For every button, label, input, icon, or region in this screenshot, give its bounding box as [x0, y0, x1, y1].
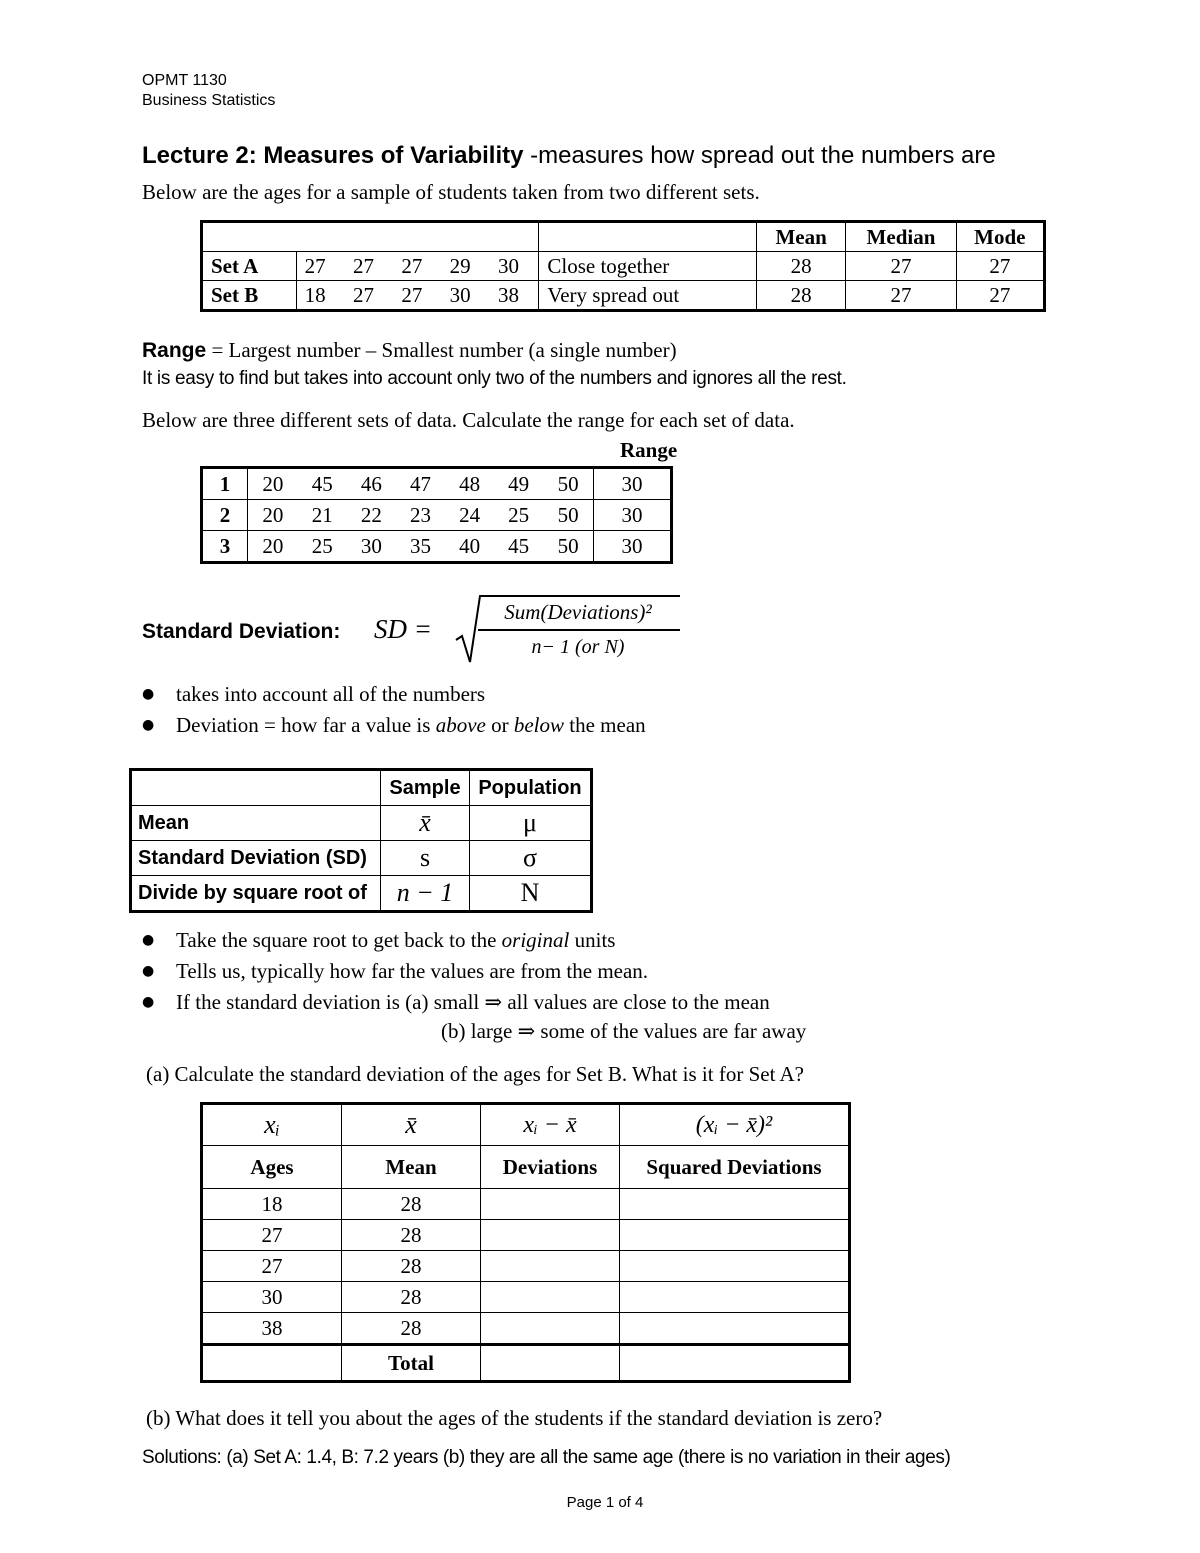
sets-header-desc-blank	[539, 222, 757, 252]
sym-squared-deviation: (xᵢ − x̄)²	[620, 1104, 850, 1146]
set-value: 18	[296, 281, 345, 311]
range-value: 50	[543, 531, 593, 563]
table-row	[202, 531, 672, 563]
sd-lhs: SD =	[374, 614, 432, 644]
range-note: It is easy to find but takes into account only two of the numbers and ignores all the rest.	[142, 368, 847, 389]
range-value: 46	[347, 468, 396, 500]
table-row	[202, 500, 672, 531]
range-result: 30	[594, 531, 672, 563]
total-squared	[620, 1345, 850, 1382]
table-row	[131, 806, 592, 841]
range-value: 40	[445, 531, 494, 563]
range-term: Range	[142, 339, 207, 362]
list-item: ● If the standard deviation is (a) small ⇒ all values are close to the mean	[142, 987, 770, 1018]
sym-row-label: Divide by square root of	[131, 876, 381, 912]
sample-sd-symbol: s	[381, 841, 470, 876]
range-result: 30	[594, 468, 672, 500]
set-mode: 27	[956, 281, 1044, 311]
age-cell: 30	[202, 1282, 342, 1313]
age-cell: 27	[202, 1251, 342, 1282]
set-value: 27	[393, 252, 441, 281]
sym-xbar: x̄	[342, 1104, 481, 1146]
sets-header-mean: Mean	[756, 222, 845, 252]
set-value: 30	[490, 252, 539, 281]
table-row	[202, 1345, 850, 1382]
set-value: 38	[490, 281, 539, 311]
sample-mean-symbol: x̄	[381, 806, 470, 841]
range-table	[200, 466, 673, 564]
sym-header-sample: Sample	[381, 770, 470, 806]
sets-header-blank	[202, 222, 539, 252]
symbol-table	[129, 768, 593, 913]
deviation-table	[200, 1102, 851, 1383]
range-value: 30	[347, 531, 396, 563]
range-value: 21	[298, 500, 347, 531]
range-value: 35	[396, 531, 445, 563]
set-label: Set A	[202, 252, 297, 281]
course-subject: Business Statistics	[142, 92, 276, 109]
set-value: 27	[393, 281, 441, 311]
deviation-cell	[481, 1313, 620, 1345]
range-value: 48	[445, 468, 494, 500]
set-value: 27	[345, 252, 393, 281]
sd-numerator: Sum(Deviations)²	[504, 600, 652, 624]
set-description: Close together	[539, 252, 757, 281]
total-deviation	[481, 1345, 620, 1382]
original-emphasis: original	[501, 928, 570, 952]
range-set-id: 1	[202, 468, 248, 500]
table-row	[131, 876, 592, 912]
total-blank	[202, 1345, 342, 1382]
range-value: 25	[494, 500, 543, 531]
sd-label: Standard Deviation:	[142, 620, 341, 643]
range-value: 49	[494, 468, 543, 500]
mean-cell: 28	[342, 1282, 481, 1313]
mean-cell: 28	[342, 1313, 481, 1345]
squared-cell	[620, 1282, 850, 1313]
lecture-title-main: Lecture 2: Measures of Variability	[142, 142, 524, 169]
list-item: ● Tells us, typically how far the values are from the mean.	[142, 956, 770, 987]
large-sd-note: (b) large ⇒ some of the values are far away	[441, 1019, 807, 1043]
sym-header-blank	[131, 770, 381, 806]
range-value: 47	[396, 468, 445, 500]
page-header	[142, 71, 275, 111]
range-set-id: 3	[202, 531, 248, 563]
set-label: Set B	[202, 281, 297, 311]
range-value: 20	[248, 531, 298, 563]
list-item: ● Take the square root to get back to the original units	[142, 925, 770, 956]
sets-header-median: Median	[846, 222, 956, 252]
set-value: 29	[442, 252, 490, 281]
table-row	[202, 1313, 850, 1345]
age-cell: 27	[202, 1220, 342, 1251]
population-sd-symbol: σ	[470, 841, 592, 876]
deviation-cell	[481, 1251, 620, 1282]
lecture-title	[142, 142, 996, 170]
table-row	[202, 281, 1045, 311]
mean-cell: 28	[342, 1189, 481, 1220]
deviation-cell	[481, 1282, 620, 1313]
set-mode: 27	[956, 252, 1044, 281]
header-ages: Ages	[202, 1146, 342, 1189]
table-row	[202, 1251, 850, 1282]
range-formula: = Largest number – Smallest number (a single number)	[206, 338, 677, 362]
set-value: 27	[296, 252, 345, 281]
table-row	[202, 468, 672, 500]
header-squared-deviations: Squared Deviations	[620, 1146, 850, 1189]
intro-text: Below are the ages for a sample of students taken from two different sets.	[142, 180, 760, 204]
list-item: ● Deviation = how far a value is above or below the mean	[142, 710, 646, 741]
range-value: 20	[248, 500, 298, 531]
list-item: ● takes into account all of the numbers	[142, 679, 646, 710]
range-value: 24	[445, 500, 494, 531]
sets-header-mode: Mode	[956, 222, 1044, 252]
range-value: 45	[298, 468, 347, 500]
course-code: OPMT 1130	[142, 72, 227, 89]
set-value: 27	[345, 281, 393, 311]
range-value: 23	[396, 500, 445, 531]
sym-header-population: Population	[470, 770, 592, 806]
set-value: 30	[442, 281, 490, 311]
sd-denominator: n− 1 (or N)	[531, 636, 625, 658]
page-number: Page 1 of 4	[566, 1494, 644, 1511]
age-cell: 18	[202, 1189, 342, 1220]
mean-cell: 28	[342, 1220, 481, 1251]
deviation-cell	[481, 1220, 620, 1251]
set-median: 27	[846, 281, 956, 311]
table-row	[202, 252, 1045, 281]
range-instruction: Below are three different sets of data. Calculate the range for each set of data.	[142, 408, 795, 432]
sym-xi: xᵢ	[202, 1104, 342, 1146]
table-row	[202, 1282, 850, 1313]
table-row	[131, 841, 592, 876]
above-emphasis: above	[435, 713, 486, 737]
squared-cell	[620, 1189, 850, 1220]
solutions: Solutions: (a) Set A: 1.4, B: 7.2 years (b) they are all the same age (there is no variation in their ages)	[142, 1447, 951, 1468]
total-label: Total	[342, 1345, 481, 1382]
mean-cell: 28	[342, 1251, 481, 1282]
range-value: 20	[248, 468, 298, 500]
set-median: 27	[846, 252, 956, 281]
sd-properties	[142, 925, 770, 1018]
population-divisor: N	[470, 876, 592, 912]
set-mean: 28	[756, 252, 845, 281]
squared-cell	[620, 1313, 850, 1345]
below-emphasis: below	[513, 713, 565, 737]
sym-deviation: xᵢ − x̄	[481, 1104, 620, 1146]
set-description: Very spread out	[539, 281, 757, 311]
range-definition	[142, 338, 677, 363]
range-set-id: 2	[202, 500, 248, 531]
header-deviations: Deviations	[481, 1146, 620, 1189]
sd-bullets	[142, 679, 646, 741]
squared-cell	[620, 1220, 850, 1251]
range-value: 45	[494, 531, 543, 563]
lecture-title-subtitle: -measures how spread out the numbers are	[523, 142, 996, 169]
range-value: 22	[347, 500, 396, 531]
set-mean: 28	[756, 281, 845, 311]
header-mean: Mean	[342, 1146, 481, 1189]
sym-row-label: Mean	[131, 806, 381, 841]
range-result: 30	[594, 500, 672, 531]
population-mean-symbol: μ	[470, 806, 592, 841]
sym-row-label: Standard Deviation (SD)	[131, 841, 381, 876]
table-row	[202, 1220, 850, 1251]
question-a: (a) Calculate the standard deviation of the ages for Set B. What is it for Set A?	[146, 1062, 805, 1086]
sample-divisor: n − 1	[381, 876, 470, 912]
sets-table	[200, 220, 1046, 312]
range-value: 50	[543, 500, 593, 531]
question-b: (b) What does it tell you about the ages of the students if the standard deviation is zero?	[146, 1406, 883, 1430]
range-column-header: Range	[620, 438, 678, 462]
deviation-cell	[481, 1189, 620, 1220]
age-cell: 38	[202, 1313, 342, 1345]
table-row	[202, 1189, 850, 1220]
squared-cell	[620, 1251, 850, 1282]
range-value: 50	[543, 468, 593, 500]
range-value: 25	[298, 531, 347, 563]
